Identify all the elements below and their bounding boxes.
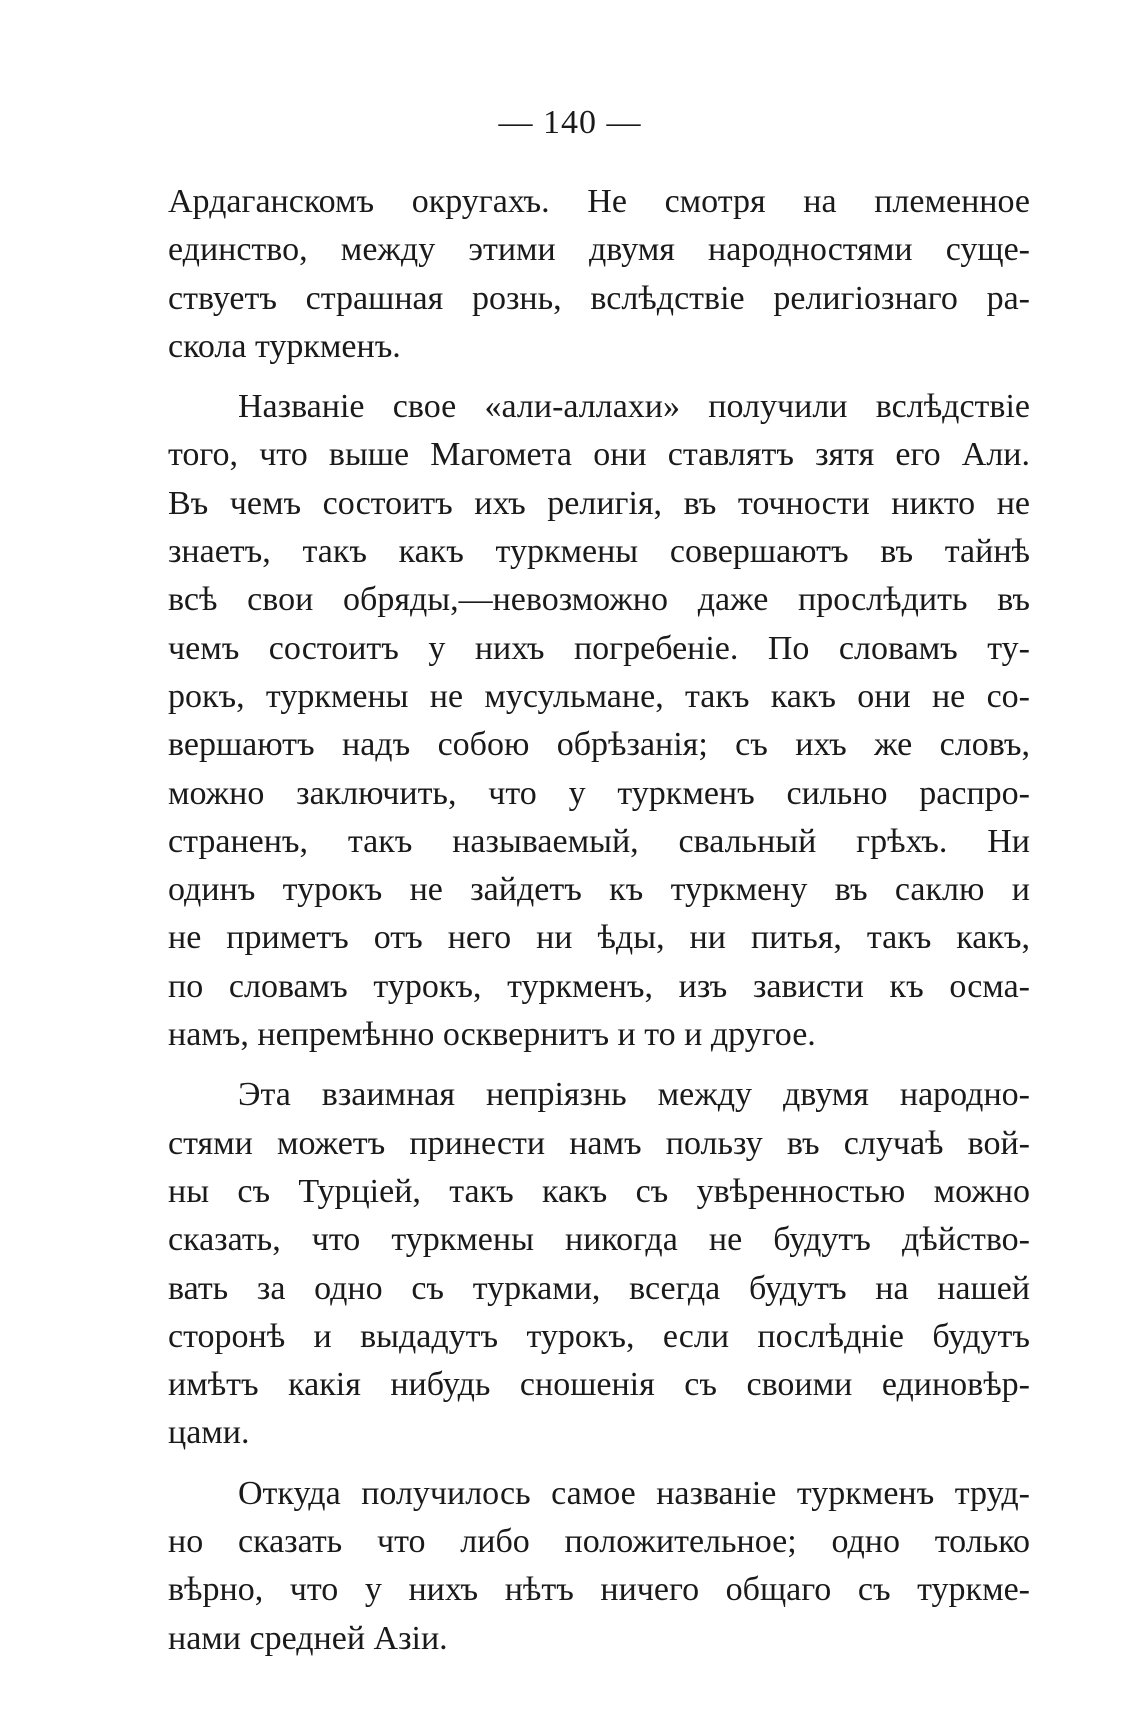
text-line: скола туркменъ. bbox=[168, 327, 401, 365]
paragraph-1 bbox=[168, 178, 1030, 371]
page-number: — 140 — bbox=[498, 104, 642, 141]
text-line: единство, между этими двумя народностями суще- bbox=[168, 231, 1030, 269]
text-line: по словамъ турокъ, туркменъ, изъ зависти къ осма- bbox=[168, 967, 1030, 1005]
text-line: вершаютъ надъ собою обрѣзанія; съ ихъ же словъ, bbox=[168, 726, 1030, 764]
text-line: можно заключить, что у туркменъ сильно распро- bbox=[168, 774, 1030, 812]
text-line: намъ, непремѣнно осквернитъ и то и другое. bbox=[168, 1016, 816, 1054]
paragraph-2 bbox=[168, 383, 1030, 1059]
paragraph-4 bbox=[168, 1470, 1030, 1663]
text-line: Ардаганскомъ округахъ. Не смотря на племенное bbox=[168, 183, 1030, 220]
text-line: Въ чемъ состоитъ ихъ религія, въ точности никто не bbox=[168, 484, 1030, 522]
text-line: одинъ турокъ не зайдетъ къ туркмену въ саклю и bbox=[168, 871, 1030, 909]
text-line: Эта взаимная непріязнь между двумя народно- bbox=[238, 1076, 1030, 1114]
text-line: рокъ, туркмены не мусульмане, такъ какъ они не со- bbox=[168, 677, 1030, 715]
paragraph-3 bbox=[168, 1071, 1030, 1457]
text-line: ствуетъ страшная рознь, вслѣдствіе религіознаго ра- bbox=[168, 279, 1030, 317]
body-text bbox=[168, 178, 1030, 1663]
text-line: того, что выше Магомета они ставлятъ зятя его Али. bbox=[168, 436, 1030, 474]
text-line: сторонѣ и выдадутъ турокъ, если послѣдніе будутъ bbox=[168, 1317, 1030, 1355]
text-line: цами. bbox=[168, 1414, 250, 1452]
text-line: стями можетъ принести намъ пользу въ случаѣ вой- bbox=[168, 1124, 1030, 1162]
text-line: но сказать что либо положительное; одно только bbox=[168, 1523, 1030, 1561]
text-line: сказать, что туркмены никогда не будутъ дѣйство- bbox=[168, 1221, 1030, 1259]
text-line: Названіе свое «али-аллахи» получили вслѣдствіе bbox=[238, 388, 1030, 426]
text-line: чемъ состоитъ у нихъ погребеніе. По словамъ ту- bbox=[168, 629, 1030, 667]
text-line: не приметъ отъ него ни ѣды, ни питья, такъ какъ, bbox=[168, 919, 1030, 957]
text-line: вѣрно, что у нихъ нѣтъ ничего общаго съ туркме- bbox=[168, 1571, 1030, 1609]
text-line: имѣтъ какія нибудь сношенія съ своими единовѣр- bbox=[168, 1366, 1030, 1404]
text-line: Откуда получилось самое названіе туркменъ труд- bbox=[238, 1474, 1030, 1512]
text-line: всѣ свои обряды,—невозможно даже прослѣдить въ bbox=[168, 581, 1030, 619]
text-line: нами средней Азіи. bbox=[168, 1619, 448, 1657]
text-line: страненъ, такъ называемый, свальный грѣхъ. Ни bbox=[168, 822, 1030, 860]
text-line: знаетъ, такъ какъ туркмены совершаютъ въ тайнѣ bbox=[168, 533, 1030, 571]
text-line: ны съ Турціей, такъ какъ съ увѣренностью можно bbox=[168, 1172, 1030, 1210]
text-line: вать за одно съ турками, всегда будутъ на нашей bbox=[168, 1269, 1030, 1307]
